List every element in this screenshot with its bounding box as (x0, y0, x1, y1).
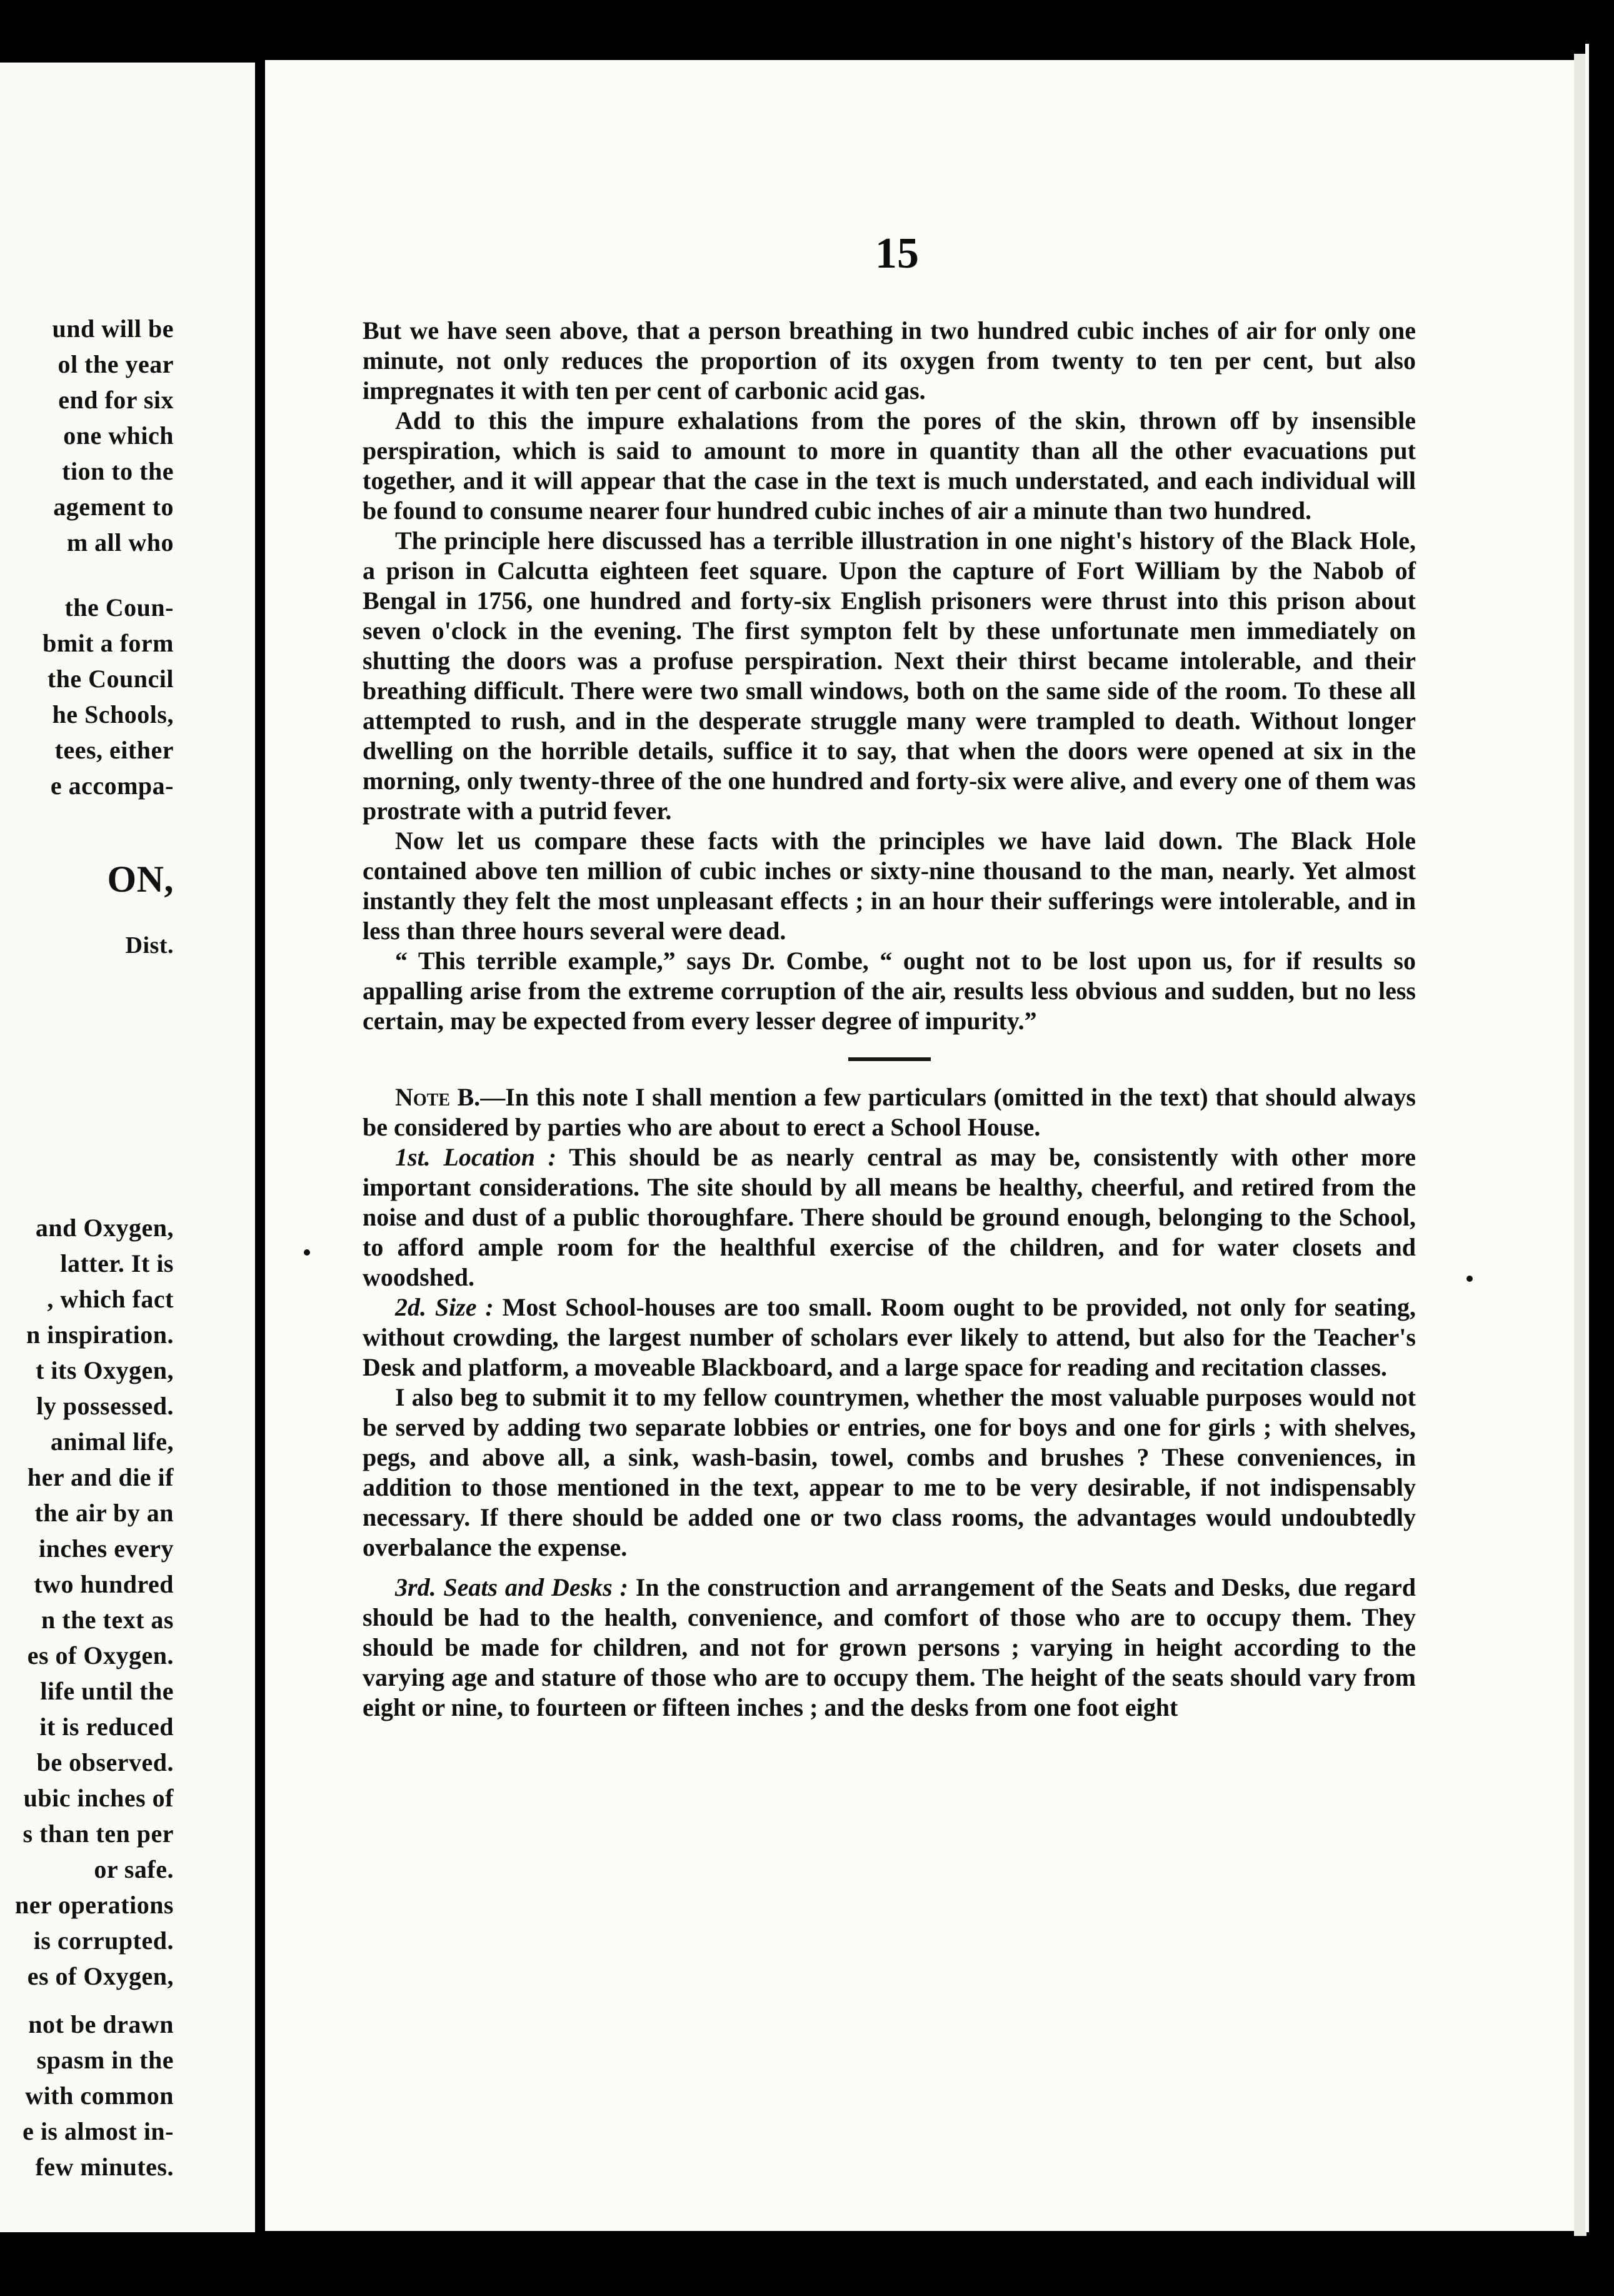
left-fragment-line: e is almost in- (23, 2117, 174, 2145)
left-fragment-line: the Council (47, 665, 174, 693)
paragraph: I also beg to submit it to my fellow countrymen, whether the most valuable purposes would not be served by adding two separate lobbies or entries, one for boys and one for girls ; with shelves, pegs, and above all, a sink, wash-basin, towel, combs and brushes ? These conveniences, in addition to those mentioned in the text, appear to me to be very desirable, if not indispensably necessary. If there should be added one or two class rooms, the advantages would undoubtedly overbalance the expense. (363, 1383, 1416, 1561)
left-fragment-line: bmit a form (43, 629, 174, 657)
left-fragment-line: ol the year (58, 350, 174, 378)
paragraph: Add to this the impure exhalations from the pores of the skin, thrown off by insensible perspiration, which is said to amount to more in quantity than all the other evacuations put together, and it will appear that the case in the text is much understated, and each individual will be found to consume nearer four hundred cubic inches of air a minute than two hundred. (363, 406, 1416, 525)
paragraph: Now let us compare these facts with the principles we have laid down. The Black Hole contained above ten million of cubic inches or sixty-nine thousand to the man, nearly. Yet almost instantly they felt the most unpleasant effects ; in an hour their sufferings were intolerable, and in less than three hours several were dead. (363, 827, 1416, 945)
left-fragment-line: ubic inches of (23, 1784, 174, 1812)
seats-paragraph (363, 1573, 1416, 1723)
left-fragment-line: the Coun- (64, 593, 174, 622)
left-fragment-line: s than ten per (23, 1820, 174, 1848)
size-text: Most School-houses are too small. Room ought to be provided, not only for seating, without crowding, the largest number of scholars ever likely to attend, but also for the Teacher's Desk and platform, a moveable Blackboard, and a large space for reading and recitation classes. (363, 1293, 1416, 1381)
print-speck (304, 1249, 310, 1256)
left-fragment-line: it is reduced (39, 1713, 174, 1741)
section-divider (848, 1057, 931, 1061)
left-fragment-heading: ON, (107, 858, 174, 900)
page-number: 15 (875, 229, 919, 278)
note-text: —In this note I shall mention a few particulars (omitted in the text) that should always be considered by parties who are about to erect a School House. (363, 1083, 1416, 1141)
left-fragment-line: agement to (53, 493, 174, 521)
left-fragment-line: n inspiration. (26, 1321, 174, 1349)
left-fragment-line: not be drawn (28, 2010, 174, 2038)
left-fragment-line: tees, either (54, 736, 174, 764)
left-fragment-line: inches every (39, 1534, 174, 1563)
left-fragment-line: her and die if (27, 1463, 174, 1491)
size-paragraph (363, 1292, 1416, 1382)
left-fragment-line: one which (63, 421, 174, 450)
left-fragment-line: es of Oxygen. (27, 1641, 174, 1669)
left-fragment-line: m all who (66, 528, 174, 556)
left-fragment-line: is corrupted. (33, 1926, 174, 1955)
left-fragment-line: tion to the (62, 457, 174, 485)
left-fragment-line: , which fact (47, 1285, 174, 1313)
left-fragment-line: life until the (40, 1677, 174, 1705)
left-fragment-line: the air by an (34, 1499, 174, 1527)
page-edge (1574, 54, 1586, 2236)
location-label: 1st. Location : (395, 1143, 557, 1171)
left-fragment-line: latter. It is (60, 1249, 174, 1277)
left-fragment-line: and Oxygen, (35, 1214, 174, 1242)
left-fragment-line: he Schools, (52, 700, 174, 728)
left-fragment-line: end for six (58, 386, 174, 414)
size-label: 2d. Size : (395, 1293, 494, 1321)
seats-text: In the construction and arrangement of the Seats and Desks, due regard should be had to the health, convenience, and comfort of those who are to occupy them. They should be made for children, and not for grown persons ; varying in height according to the varying age and stature of those who are to occupy them. The height of the seats should vary from eight or nine, to fourteen or fifteen inches ; and the desks from one foot eight (363, 1573, 1416, 1721)
quotation-paragraph: “ This terrible example,” says Dr. Combe, “ ought not to be lost upon us, for if results so appalling arise from the extreme corruption of the air, results less obvious and sudden, but no less certain, may be expected from every lesser degree of impurity.” (363, 947, 1416, 1035)
note-label: Note B. (395, 1083, 481, 1111)
paragraph: The principle here discussed has a terrible illustration in one night's history of the Black Hole, a prison in Calcutta eighteen feet square. Upon the capture of Fort William by the Nabob of Bengal in 1756, one hundred and forty-six English prisoners were thrust into this prison about seven o'clock in the evening. The first sympton felt by these unfortunate men immediately on shutting the doors was a profuse perspiration. Next their thirst became intolerable, and their breathing difficult. There were two small windows, both on the same side of the room. To these all attempted to rush, and in the desperate struggle many were trampled to death. Without longer dwelling on the horrible details, suffice it to say, that when the doors were opened at six in the morning, only twenty-three of the one hundred and forty-six were alive, and every one of them was prostrate with a putrid fever. (363, 526, 1416, 825)
left-fragment-line: ner operations (14, 1891, 174, 1919)
left-fragment-line: be observed. (36, 1748, 174, 1776)
seats-label: 3rd. Seats and Desks : (395, 1573, 628, 1601)
left-fragment-line: und will be (52, 315, 174, 343)
left-fragment-line: few minutes. (35, 2153, 174, 2181)
left-fragment-line: animal life, (50, 1427, 174, 1456)
left-facing-page (0, 63, 255, 2232)
left-fragment-line: two hundred (34, 1570, 174, 1598)
left-fragment-line: spasm in the (36, 2046, 174, 2074)
left-fragment-line: with common (25, 2082, 174, 2110)
paragraph: But we have seen above, that a person breathing in two hundred cubic inches of air for only one minute, not only reduces the proportion of its oxygen from twenty to ten per cent, but also impregnates it with ten per cent of carbonic acid gas. (363, 316, 1416, 405)
left-fragment-line: n the text as (41, 1606, 174, 1634)
note-paragraph (363, 1082, 1416, 1142)
left-fragment-line: t its Oxygen, (36, 1356, 174, 1384)
print-speck (1466, 1276, 1473, 1282)
left-fragment-line: or safe. (94, 1855, 174, 1883)
location-text: This should be as nearly central as may be, consistently with other more important considerations. The site should by all means be healthy, cheerful, and retired from the noise and dust of a public thoroughfare. There should be ground enough, belonging to the School, to afford ample room for the healthful exercise of the children, and for water closets and woodshed. (363, 1143, 1416, 1291)
location-paragraph (363, 1142, 1416, 1292)
left-fragment-dist: Dist. (125, 932, 174, 959)
left-fragment-line: es of Oxygen, (27, 1962, 174, 1990)
body-text (363, 316, 1416, 1723)
left-fragment-line: ly possessed. (36, 1392, 174, 1420)
left-fragment-line: e accompa- (50, 772, 174, 800)
page-edge-highlight (1585, 44, 1589, 2232)
